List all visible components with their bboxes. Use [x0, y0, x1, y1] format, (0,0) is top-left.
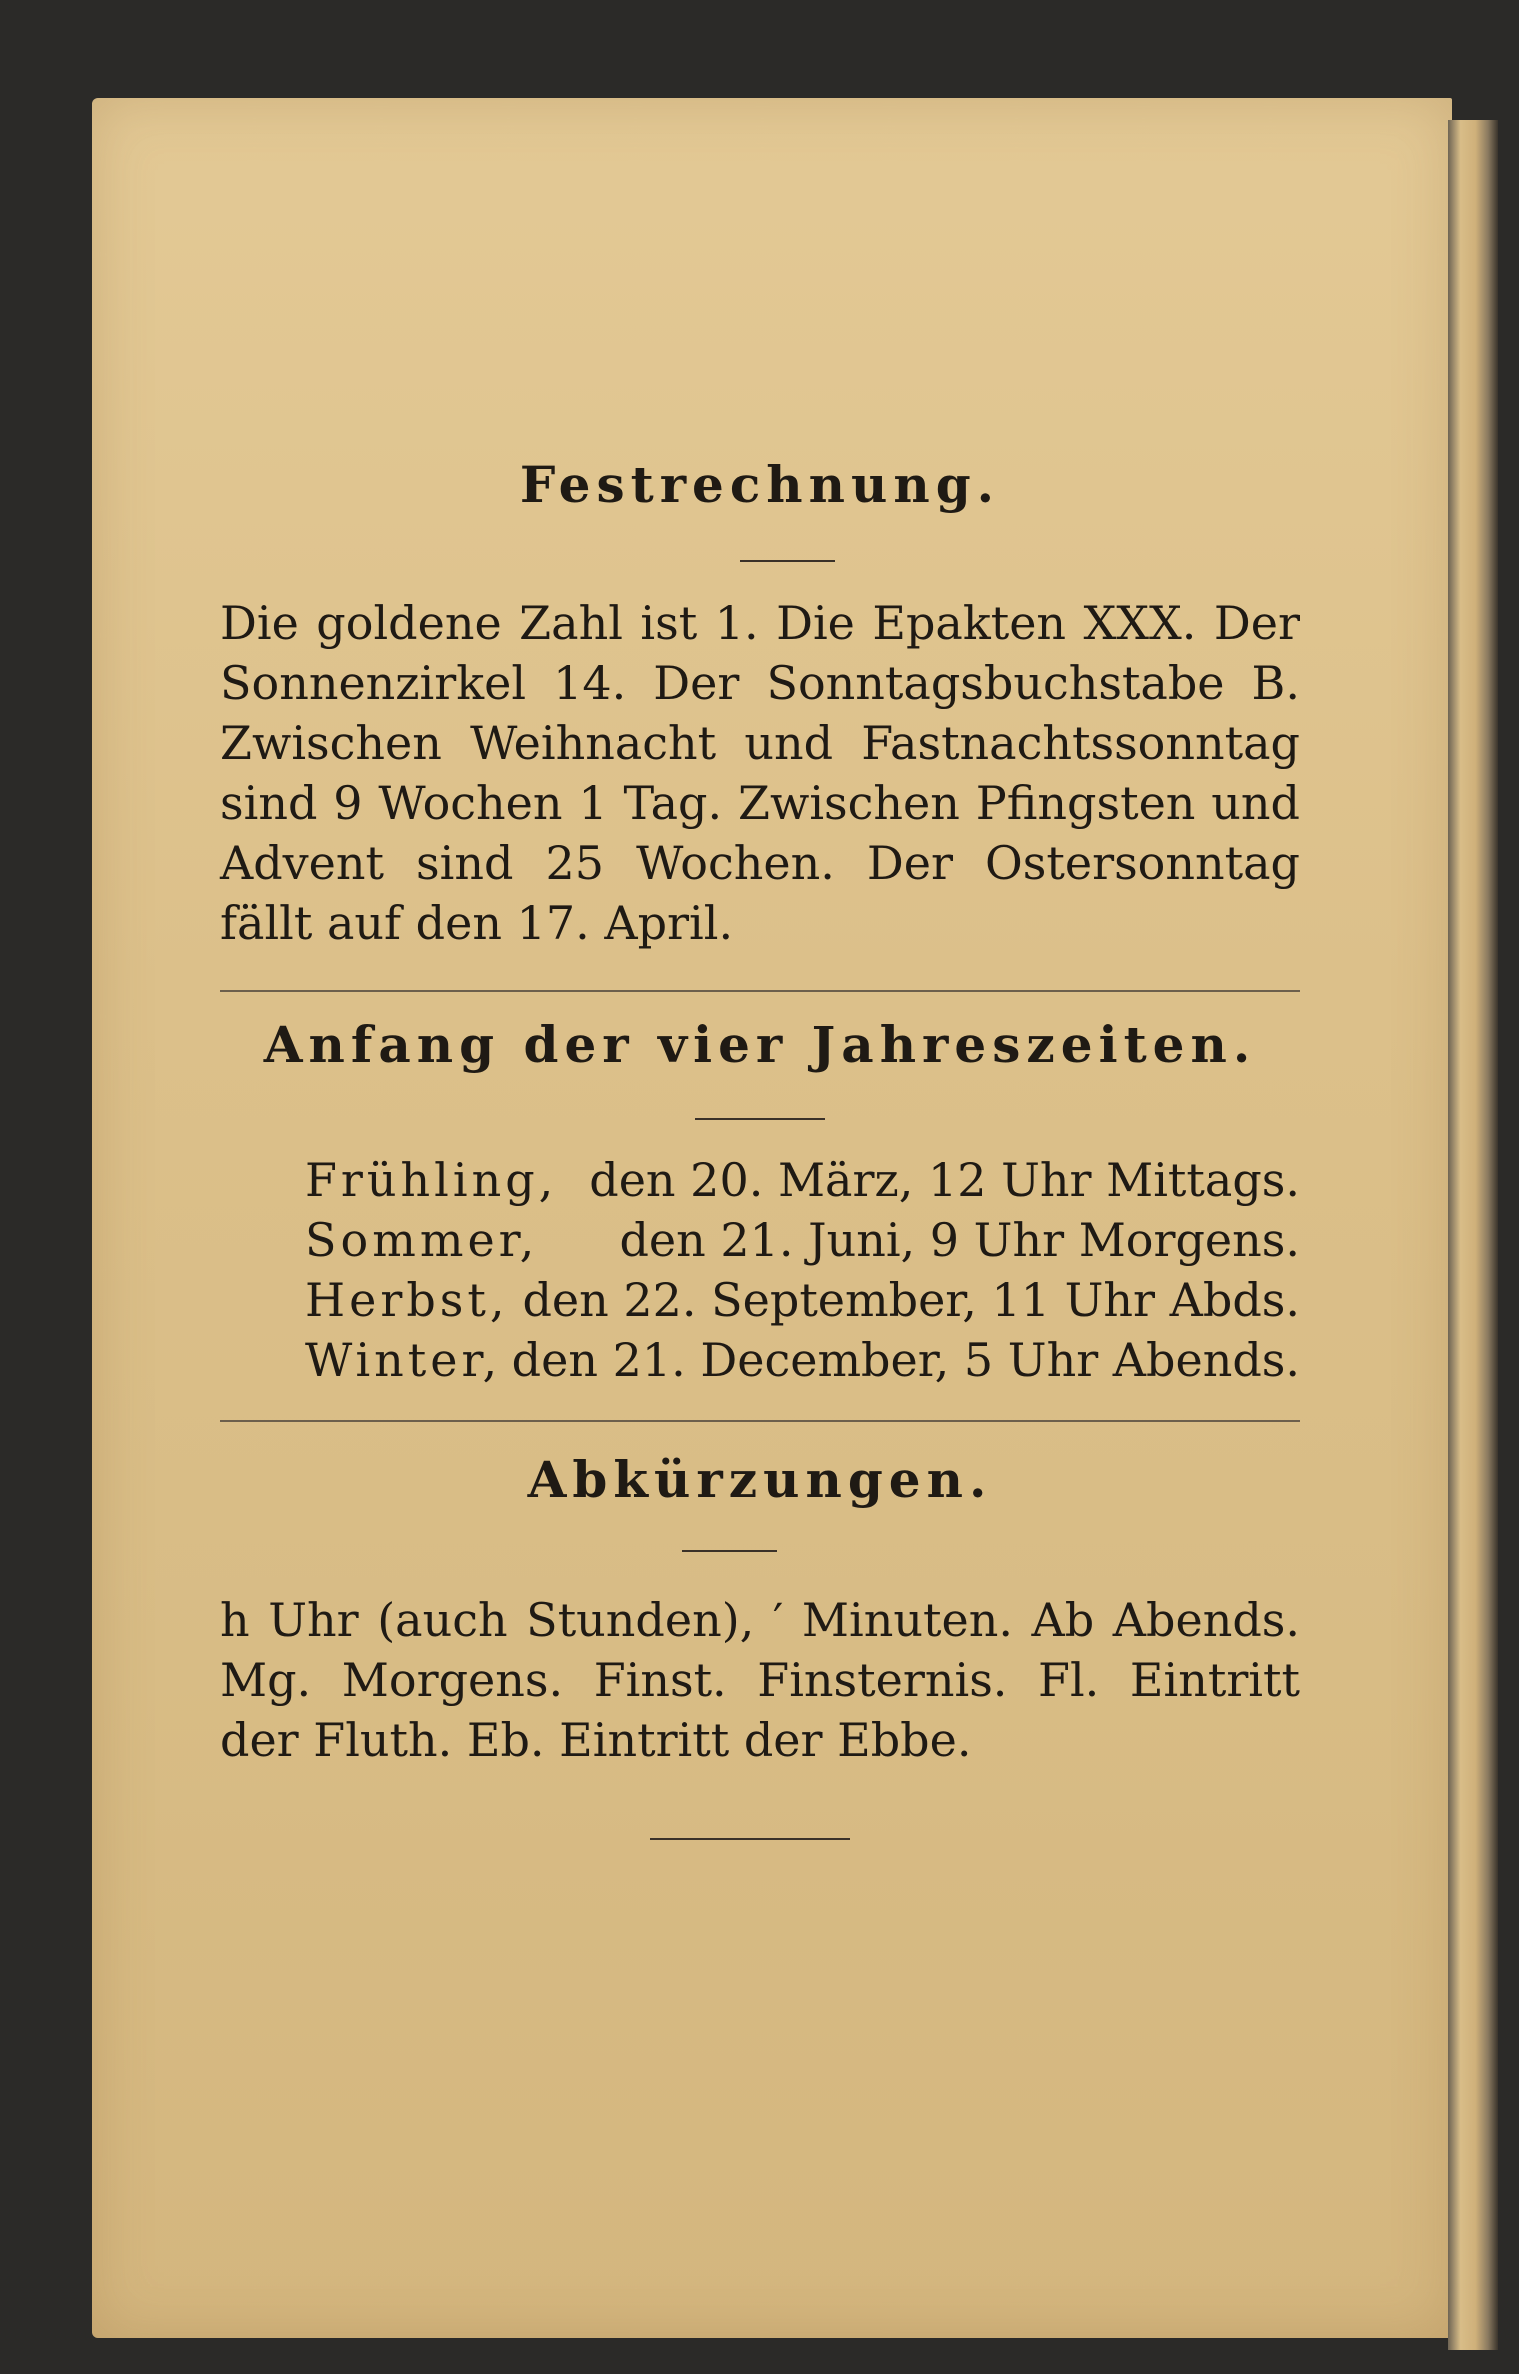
- heading-jahreszeiten: Anfang der vier Jahreszeiten.: [263, 1015, 1257, 1074]
- season-row: [220, 1270, 1300, 1330]
- ornament-rule: [695, 1118, 825, 1120]
- season-row: [220, 1210, 1300, 1270]
- season-row: [220, 1150, 1300, 1210]
- season-name: Herbst,: [305, 1273, 509, 1327]
- section-divider: [220, 1420, 1300, 1422]
- season-date: den 20. März, 12 Uhr Mittags.: [589, 1153, 1300, 1207]
- season-name: Frühling,: [305, 1153, 558, 1207]
- paragraph-abkuerzungen: h Uhr (auch Stunden), ′ Minuten. Ab Abends. Mg. Morgens. Finst. Finsternis. Fl. Eintritt der Fluth. Eb. Eintritt der Ebbe.: [220, 1593, 1300, 1767]
- season-row: [220, 1330, 1300, 1390]
- closing-rule: [650, 1838, 850, 1840]
- season-name: Winter,: [305, 1333, 502, 1387]
- season-date: den 22. September, 11 Uhr Abds.: [522, 1273, 1300, 1327]
- heading-abkuerzungen: Abkürzungen.: [527, 1450, 993, 1509]
- season-date: den 21. December, 5 Uhr Abends.: [511, 1333, 1300, 1387]
- section-divider: [220, 990, 1300, 992]
- book-spine: [1448, 120, 1498, 2350]
- paragraph-festrechnung: Die goldene Zahl ist 1. Die Epakten XXX. Der Sonnenzirkel 14. Der Sonntagsbuchstabe B. Zwischen Weihnacht und Fastnachtssonntag sind 9 Wochen 1 Tag. Zwischen Pfingsten und Advent sind 25 Wochen. Der Ostersonntag fällt auf den 17. April.: [220, 596, 1300, 950]
- heading-festrechnung: Festrechnung.: [519, 455, 1001, 514]
- ornament-rule: [740, 560, 835, 562]
- ornament-rule: [682, 1550, 777, 1552]
- season-date: den 21. Juni, 9 Uhr Morgens.: [619, 1213, 1300, 1267]
- season-name: Sommer,: [305, 1213, 539, 1267]
- season-list: [220, 1150, 1300, 1390]
